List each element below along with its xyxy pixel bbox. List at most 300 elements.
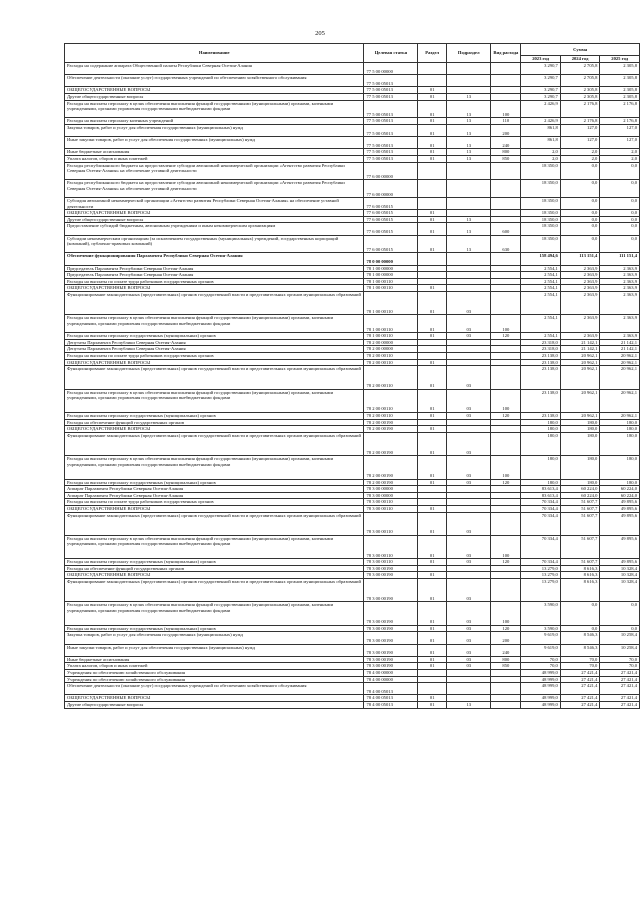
table-row [65, 701, 640, 708]
cell-target-article: 77 5 00 05013 [364, 137, 418, 149]
cell-2023: 2 554,1 [521, 265, 561, 272]
cell-2025: 0,0 [600, 198, 640, 210]
cell-2024: 2 363,9 [560, 315, 600, 333]
cell-target-article: 78 1 00 00110 [364, 333, 418, 340]
table-row [65, 124, 640, 136]
cell-target-article: 78 3 00 00000 [364, 486, 418, 493]
cell-2023: 13 279,0 [521, 579, 561, 602]
cell-target-article: 78 1 00 00110 [364, 285, 418, 292]
cell-target-article: 78 2 00 00000 [364, 346, 418, 353]
cell-subsection: 03 [447, 512, 491, 535]
cell-2025: 10 258,4 [600, 632, 640, 644]
cell-expense-type: 800 [491, 656, 521, 663]
cell-name: Учреждения по обеспечению хозяйственного обслуживания [65, 670, 364, 677]
cell-subsection: 03 [447, 292, 491, 315]
cell-2023: 3 590,0 [521, 625, 561, 632]
cell-subsection [447, 505, 491, 512]
cell-subsection: 03 [447, 602, 491, 625]
cell-2025: 0,0 [600, 162, 640, 180]
cell-expense-type: 100 [491, 535, 521, 558]
cell-name: Расходы на выплаты по оплате труда работников государственных органов [65, 353, 364, 360]
cell-2024: 20 962,1 [560, 353, 600, 360]
cell-2023: 861,8 [521, 124, 561, 136]
cell-name: Расходы республиканского бюджета на предоставление субсидии автономной некоммерческой организации «Агентство развития Республики Северная Осетия-Алания» на обеспечение уставной деятельности [65, 180, 364, 198]
cell-expense-type: 120 [491, 625, 521, 632]
cell-2023: 48 999,0 [521, 695, 561, 702]
cell-2025: 20 962,1 [600, 389, 640, 412]
page-number: 205 [315, 30, 325, 37]
cell-expense-type [491, 695, 521, 702]
cell-2024: 20 962,1 [560, 389, 600, 412]
table-row [65, 602, 640, 625]
cell-name: Уплата налогов, сборов и иных платежей [65, 155, 364, 162]
cell-2025: 111 151,4 [600, 253, 640, 265]
cell-subsection [447, 285, 491, 292]
cell-target-article: 78 3 00 00190 [364, 625, 418, 632]
cell-expense-type: 600 [491, 223, 521, 235]
table-row [65, 456, 640, 479]
cell-target-article: 78 1 00 00110 [364, 292, 418, 315]
cell-target-article: 78 3 00 00110 [364, 535, 418, 558]
cell-2023: 23 138,0 [521, 389, 561, 412]
cell-name: Расходы на выплаты персоналу в целях обеспечения выполнения функций государственными (муниципальными) органами, казенными учреждениями, органами управления государственными внебюджетными фондами [65, 602, 364, 625]
cell-2024: 51 607,7 [560, 505, 600, 512]
cell-2023: 83 613,4 [521, 492, 561, 499]
cell-2025: 27 421,4 [600, 670, 640, 677]
cell-subsection [447, 346, 491, 353]
cell-name: ОБЩЕГОСУДАРСТВЕННЫЕ ВОПРОСЫ [65, 210, 364, 217]
cell-name: ОБЩЕГОСУДАРСТВЕННЫЕ ВОПРОСЫ [65, 87, 364, 94]
cell-section: 01 [418, 315, 447, 333]
cell-target-article: 78 3 00 00190 [364, 663, 418, 670]
cell-2025: 180,0 [600, 479, 640, 486]
cell-section: 01 [418, 602, 447, 625]
table-row [65, 656, 640, 663]
cell-2024: 0,0 [560, 198, 600, 210]
table-row [65, 632, 640, 644]
cell-target-article: 78 3 00 00190 [364, 579, 418, 602]
cell-2024: 27 421,4 [560, 676, 600, 683]
cell-2025: 10 328,4 [600, 565, 640, 572]
cell-name: Обеспечение деятельности (оказание услуг) государственных учреждений по обеспечению хозяйственного обслуживания [65, 683, 364, 695]
cell-name: Иные бюджетные ассигнования [65, 149, 364, 156]
cell-2023: 70 334,4 [521, 499, 561, 506]
cell-name: Депутаты Парламента Республики Северная Осетия-Алания [65, 346, 364, 353]
cell-subsection [447, 572, 491, 579]
cell-2025: 180,0 [600, 456, 640, 479]
cell-section: 01 [418, 389, 447, 412]
table-row [65, 492, 640, 499]
cell-name: Иные закупки товаров, работ и услуг для обеспечения государственных (муниципальных) нужд [65, 644, 364, 656]
table-row [65, 389, 640, 412]
cell-section [418, 499, 447, 506]
header-year-2024: 2024 год [560, 56, 600, 63]
cell-2024: 127,0 [560, 124, 600, 136]
cell-2025: 180,0 [600, 426, 640, 433]
cell-target-article: 78 2 00 00190 [364, 426, 418, 433]
cell-2023: 2 554,1 [521, 285, 561, 292]
table-row [65, 683, 640, 695]
cell-2024: 127,0 [560, 137, 600, 149]
cell-name: Учреждения по обеспечению хозяйственного обслуживания [65, 676, 364, 683]
cell-name: Обеспечение деятельности (оказание услуг) государственных учреждений по обеспечению хозяйственного обслуживания [65, 75, 364, 87]
cell-name: Обеспечение функционирования Парламента Республики Северная Осетия-Алания [65, 253, 364, 265]
cell-2023: 48 999,0 [521, 670, 561, 677]
cell-2023: 3 290,7 [521, 63, 561, 75]
cell-section: 01 [418, 632, 447, 644]
cell-target-article: 77 6 00 05015 [364, 223, 418, 235]
cell-2024: 20 962,1 [560, 359, 600, 366]
cell-expense-type [491, 579, 521, 602]
table-row [65, 235, 640, 253]
cell-2023: 70,0 [521, 656, 561, 663]
table-row [65, 100, 640, 118]
table-row [65, 499, 640, 506]
cell-2024: 27 421,4 [560, 701, 600, 708]
header-section: Раздел [418, 44, 447, 63]
cell-name: Расходы на выплаты персоналу казенных учреждений [65, 118, 364, 125]
cell-section: 01 [418, 359, 447, 366]
cell-name: ОБЩЕГОСУДАРСТВЕННЫЕ ВОПРОСЫ [65, 505, 364, 512]
cell-2023: 13 279,0 [521, 565, 561, 572]
cell-subsection: 03 [447, 625, 491, 632]
cell-subsection [447, 676, 491, 683]
cell-2024: 21 142,1 [560, 346, 600, 353]
cell-2023: 70,0 [521, 663, 561, 670]
cell-subsection [447, 683, 491, 695]
cell-expense-type: 120 [491, 479, 521, 486]
cell-2024: 180,0 [560, 479, 600, 486]
cell-2025: 2 305,8 [600, 75, 640, 87]
table-row [65, 137, 640, 149]
cell-section [418, 670, 447, 677]
cell-section [418, 353, 447, 360]
cell-2024: 0,0 [560, 180, 600, 198]
table-row [65, 353, 640, 360]
cell-subsection: 03 [447, 456, 491, 479]
cell-section: 01 [418, 118, 447, 125]
table-row [65, 315, 640, 333]
cell-section: 01 [418, 100, 447, 118]
cell-2023: 3 290,7 [521, 75, 561, 87]
cell-target-article: 77 6 00 05015 [364, 198, 418, 210]
cell-target-article: 77 5 00 05013 [364, 149, 418, 156]
cell-subsection: 13 [447, 93, 491, 100]
cell-subsection [447, 486, 491, 493]
cell-section [418, 272, 447, 279]
cell-2025: 127,0 [600, 124, 640, 136]
cell-2023: 2,0 [521, 155, 561, 162]
cell-2023: 70 334,4 [521, 505, 561, 512]
cell-subsection: 13 [447, 149, 491, 156]
cell-section: 01 [418, 333, 447, 340]
cell-section: 01 [418, 535, 447, 558]
cell-section: 01 [418, 512, 447, 535]
header-sum: Сумма [521, 44, 640, 56]
cell-2025: 70,0 [600, 656, 640, 663]
cell-subsection: 03 [447, 535, 491, 558]
cell-2025: 70,0 [600, 663, 640, 670]
table-row [65, 149, 640, 156]
cell-2024: 8 616,3 [560, 565, 600, 572]
cell-subsection: 13 [447, 118, 491, 125]
cell-subsection: 03 [447, 644, 491, 656]
cell-2025: 27 421,4 [600, 695, 640, 702]
cell-section: 01 [418, 93, 447, 100]
cell-subsection [447, 272, 491, 279]
cell-target-article: 78 2 00 00190 [364, 419, 418, 426]
cell-name: Расходы на выплаты персоналу в целях обеспечения выполнения функций государственными (муниципальными) органами, казенными учреждениями, органами управления государственными внебюджетными фондами [65, 100, 364, 118]
cell-section [418, 346, 447, 353]
cell-target-article: 78 4 00 00000 [364, 670, 418, 677]
table-row [65, 579, 640, 602]
cell-2025: 49 895,6 [600, 559, 640, 566]
cell-expense-type [491, 505, 521, 512]
cell-2023: 9 619,0 [521, 644, 561, 656]
cell-2023: 23 138,0 [521, 412, 561, 419]
cell-subsection [447, 210, 491, 217]
cell-target-article: 77 5 00 05013 [364, 155, 418, 162]
cell-expense-type [491, 292, 521, 315]
cell-2023: 18 350,0 [521, 210, 561, 217]
cell-section: 01 [418, 456, 447, 479]
cell-2025: 20 962,1 [600, 353, 640, 360]
cell-2025: 2 363,9 [600, 285, 640, 292]
cell-2023: 13 279,0 [521, 572, 561, 579]
cell-section: 01 [418, 412, 447, 419]
cell-2024: 70,0 [560, 663, 600, 670]
cell-2023: 48 999,0 [521, 676, 561, 683]
table-row [65, 359, 640, 366]
table-row [65, 93, 640, 100]
header-subsection: Подраздел [447, 44, 491, 63]
cell-target-article: 78 3 00 00110 [364, 512, 418, 535]
table-row [65, 180, 640, 198]
cell-expense-type [491, 253, 521, 265]
cell-section [418, 492, 447, 499]
cell-2024: 0,0 [560, 235, 600, 253]
cell-name: Закупка товаров, работ и услуг для обеспечения государственных (муниципальных) нужд [65, 632, 364, 644]
cell-subsection: 03 [447, 656, 491, 663]
cell-name: Аппарат Парламента Республики Северная Осетия-Алания [65, 492, 364, 499]
cell-expense-type: 630 [491, 235, 521, 253]
cell-section [418, 162, 447, 180]
cell-target-article: 78 2 00 00110 [364, 353, 418, 360]
table-row [65, 253, 640, 265]
cell-section [418, 486, 447, 493]
cell-target-article: 78 3 00 00190 [364, 644, 418, 656]
cell-expense-type: 200 [491, 632, 521, 644]
cell-expense-type: 120 [491, 412, 521, 419]
cell-2025: 2 363,9 [600, 272, 640, 279]
cell-name: Расходы на содержание аппарата Общественной палаты Республики Северная Осетия-Алания [65, 63, 364, 75]
cell-expense-type [491, 359, 521, 366]
cell-2025: 27 421,4 [600, 676, 640, 683]
cell-2024: 51 607,7 [560, 535, 600, 558]
cell-section: 01 [418, 656, 447, 663]
cell-name: Функционирование законодательных (представительных) органов государственной власти и представительных органов муниципальных образований [65, 579, 364, 602]
cell-2025: 2 176,8 [600, 100, 640, 118]
cell-target-article: 78 2 00 00190 [364, 479, 418, 486]
cell-expense-type [491, 499, 521, 506]
cell-2023: 23 318,0 [521, 339, 561, 346]
cell-2025: 49 895,6 [600, 535, 640, 558]
cell-name: Расходы республиканского бюджета на предоставление субсидии автономной некоммерческой организации «Агентство развития Республики Северная Осетия-Алания» на обеспечение уставной деятельности [65, 162, 364, 180]
header-year-2023: 2023 год [521, 56, 561, 63]
cell-2023: 48 999,0 [521, 701, 561, 708]
table-row [65, 155, 640, 162]
budget-table [64, 43, 640, 709]
table-row [65, 625, 640, 632]
cell-subsection [447, 565, 491, 572]
table-row [65, 565, 640, 572]
cell-subsection: 13 [447, 216, 491, 223]
cell-name: Расходы на обеспечение функций государственных органов [65, 565, 364, 572]
cell-expense-type: 850 [491, 155, 521, 162]
cell-target-article: 78 4 00 05013 [364, 683, 418, 695]
table-row [65, 572, 640, 579]
cell-2025: 20 962,1 [600, 366, 640, 389]
table-row [65, 75, 640, 87]
cell-2023: 18 350,0 [521, 216, 561, 223]
cell-subsection: 03 [447, 632, 491, 644]
cell-2025: 0,0 [600, 235, 640, 253]
cell-name: Другие общегосударственные вопросы [65, 93, 364, 100]
cell-2025: 2,0 [600, 149, 640, 156]
cell-2024: 180,0 [560, 426, 600, 433]
cell-2023: 2 426,9 [521, 118, 561, 125]
table-row [65, 479, 640, 486]
cell-2025: 2 176,8 [600, 118, 640, 125]
cell-2025: 49 895,6 [600, 505, 640, 512]
cell-target-article: 77 5 00 05013 [364, 93, 418, 100]
cell-2025: 2 363,9 [600, 265, 640, 272]
cell-2024: 2 363,9 [560, 278, 600, 285]
cell-target-article: 78 3 00 00110 [364, 499, 418, 506]
cell-2025: 60 224,0 [600, 486, 640, 493]
cell-subsection [447, 63, 491, 75]
cell-2025: 20 962,1 [600, 412, 640, 419]
cell-subsection [447, 162, 491, 180]
cell-section: 01 [418, 285, 447, 292]
cell-2024: 2 176,8 [560, 100, 600, 118]
cell-2023: 23 138,0 [521, 353, 561, 360]
cell-subsection [447, 253, 491, 265]
cell-2024: 2 363,9 [560, 272, 600, 279]
cell-2024: 113 151,4 [560, 253, 600, 265]
cell-expense-type: 850 [491, 663, 521, 670]
cell-2024: 0,0 [560, 216, 600, 223]
cell-section: 01 [418, 426, 447, 433]
cell-name: Иные закупки товаров, работ и услуг для обеспечения государственных (муниципальных) нужд [65, 137, 364, 149]
cell-section: 01 [418, 216, 447, 223]
cell-target-article: 77 6 00 05015 [364, 216, 418, 223]
table-row [65, 272, 640, 279]
cell-2023: 180,0 [521, 426, 561, 433]
table-row [65, 162, 640, 180]
cell-expense-type [491, 683, 521, 695]
cell-2025: 0,0 [600, 223, 640, 235]
cell-target-article: 77 5 00 05013 [364, 87, 418, 94]
cell-2025: 2,0 [600, 155, 640, 162]
cell-expense-type [491, 353, 521, 360]
cell-name: Другие общегосударственные вопросы [65, 701, 364, 708]
cell-2023: 70 334,4 [521, 512, 561, 535]
cell-2025: 27 421,4 [600, 683, 640, 695]
cell-target-article: 78 1 00 00110 [364, 278, 418, 285]
cell-target-article: 77 5 00 05013 [364, 118, 418, 125]
cell-target-article: 78 2 00 00110 [364, 412, 418, 419]
cell-subsection [447, 75, 491, 87]
cell-subsection [447, 359, 491, 366]
cell-expense-type [491, 210, 521, 217]
cell-subsection [447, 339, 491, 346]
cell-section [418, 253, 447, 265]
cell-name: Субсидия автономной некоммерческой организации «Агентство развития Республики Северная Осетия-Алания» на обеспечение уставной деятельности [65, 198, 364, 210]
cell-2024: 0,0 [560, 625, 600, 632]
table-row [65, 505, 640, 512]
cell-2023: 180,0 [521, 419, 561, 426]
cell-2024: 8 546,3 [560, 644, 600, 656]
cell-2023: 2 426,9 [521, 100, 561, 118]
cell-subsection: 13 [447, 235, 491, 253]
cell-expense-type: 120 [491, 333, 521, 340]
cell-section: 01 [418, 559, 447, 566]
cell-2023: 158 494,6 [521, 253, 561, 265]
cell-name: Расходы на выплаты персоналу государственных (муниципальных) органов [65, 412, 364, 419]
cell-name: ОБЩЕГОСУДАРСТВЕННЫЕ ВОПРОСЫ [65, 695, 364, 702]
cell-expense-type [491, 180, 521, 198]
cell-subsection [447, 198, 491, 210]
cell-section [418, 683, 447, 695]
header-target-article: Целевая статья [364, 44, 418, 63]
cell-2023: 2 554,1 [521, 315, 561, 333]
cell-expense-type [491, 512, 521, 535]
cell-name: Депутаты Парламента Республики Северная Осетия-Алания [65, 339, 364, 346]
cell-expense-type: 240 [491, 644, 521, 656]
cell-2025: 2 363,9 [600, 292, 640, 315]
cell-2023: 18 350,0 [521, 180, 561, 198]
cell-2025: 27 421,4 [600, 701, 640, 708]
cell-2023: 23 138,0 [521, 359, 561, 366]
cell-2024: 27 421,4 [560, 695, 600, 702]
cell-2025: 180,0 [600, 419, 640, 426]
cell-target-article: 78 1 00 00000 [364, 265, 418, 272]
cell-2024: 0,0 [560, 223, 600, 235]
cell-2024: 51 607,7 [560, 499, 600, 506]
cell-section [418, 265, 447, 272]
cell-2023: 18 350,0 [521, 198, 561, 210]
cell-expense-type [491, 701, 521, 708]
cell-2024: 2 363,9 [560, 333, 600, 340]
table-row [65, 346, 640, 353]
cell-section: 01 [418, 432, 447, 455]
cell-2025: 49 895,6 [600, 512, 640, 535]
cell-expense-type [491, 339, 521, 346]
cell-subsection: 03 [447, 559, 491, 566]
cell-subsection: 13 [447, 223, 491, 235]
cell-name: Предоставление субсидий бюджетным, автономным учреждениям и иным некоммерческим организациям [65, 223, 364, 235]
cell-2023: 18 350,0 [521, 223, 561, 235]
cell-2024: 2 705,8 [560, 63, 600, 75]
cell-name: Расходы на выплаты персоналу государственных (муниципальных) органов [65, 333, 364, 340]
cell-name: Функционирование законодательных (представительных) органов государственной власти и представительных органов муниципальных образований [65, 512, 364, 535]
cell-2023: 3 290,7 [521, 87, 561, 94]
cell-subsection [447, 492, 491, 499]
cell-2023: 23 318,0 [521, 346, 561, 353]
cell-2024: 2 363,9 [560, 292, 600, 315]
cell-expense-type [491, 486, 521, 493]
